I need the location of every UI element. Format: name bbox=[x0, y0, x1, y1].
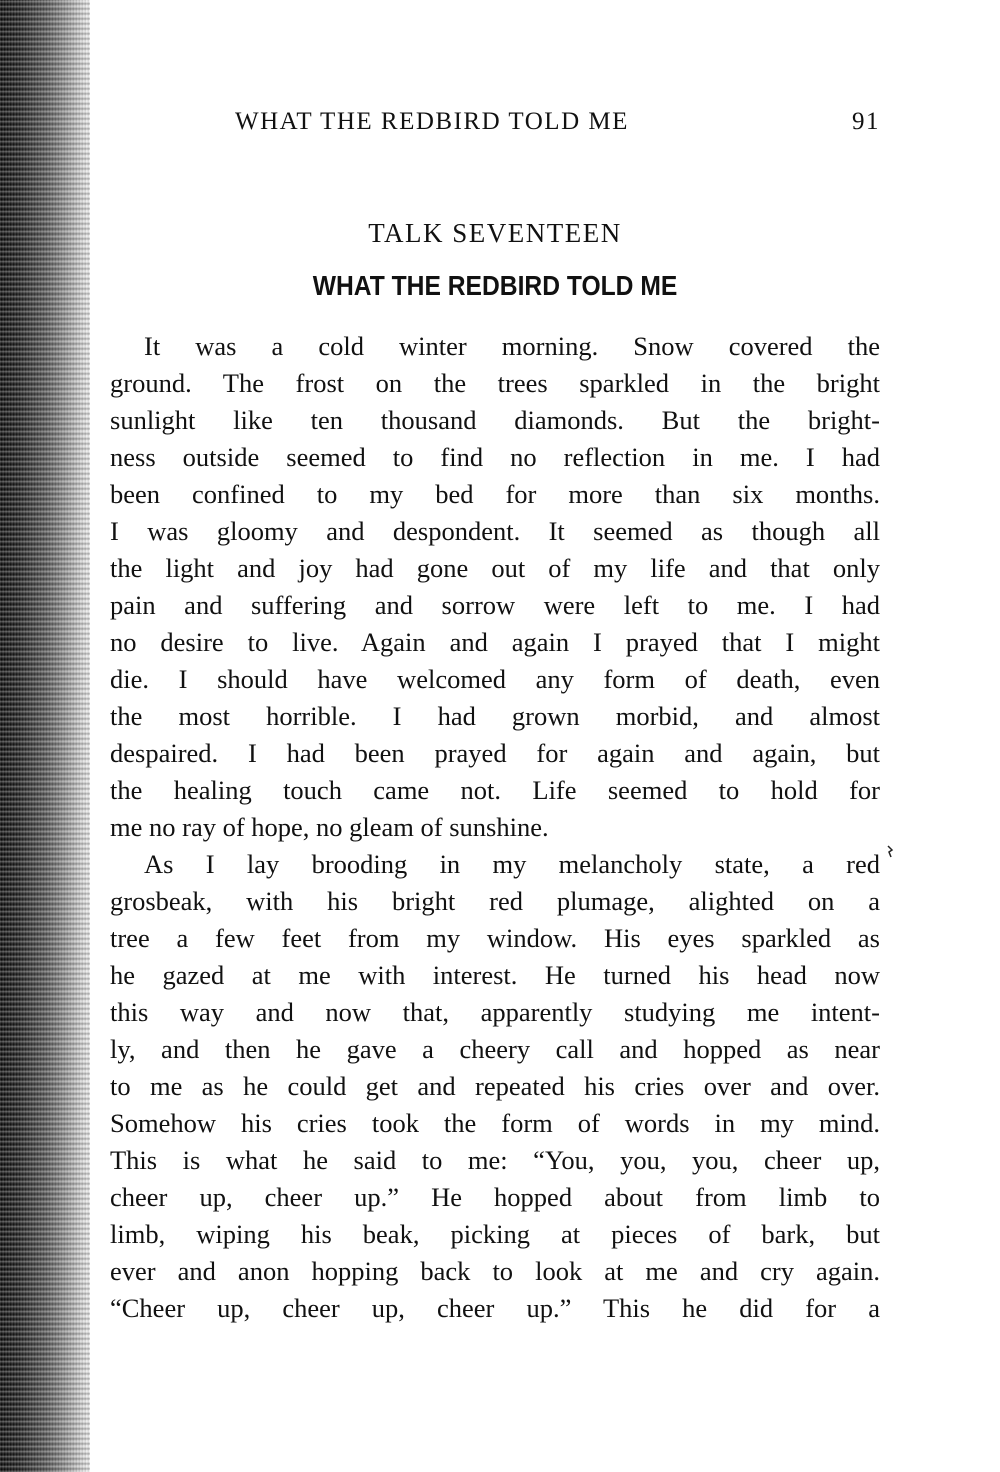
text-line: ever and anon hopping back to look at me and cry again. bbox=[110, 1256, 880, 1286]
text-line: me no ray of hope, no gleam of sunshine. bbox=[110, 812, 549, 842]
text-line: limb, wiping his beak, picking at pieces of bark, but bbox=[110, 1219, 880, 1249]
running-head bbox=[235, 108, 880, 148]
page-binding-shadow bbox=[0, 0, 90, 1472]
text-line: despaired. I had been prayed for again and again, but bbox=[110, 738, 880, 768]
text-line: been confined to my bed for more than six months. bbox=[110, 479, 880, 509]
text-line: the healing touch came not. Life seemed to hold for bbox=[110, 775, 880, 805]
text-line: grosbeak, with his bright red plumage, alighted on a bbox=[110, 886, 880, 916]
text-line: the most horrible. I had grown morbid, and almost bbox=[110, 701, 880, 731]
text-line: die. I should have welcomed any form of death, even bbox=[110, 664, 880, 694]
talk-label: TALK SEVENTEEN bbox=[368, 218, 622, 248]
text-line: ness outside seemed to find no reflection in me. I had bbox=[110, 442, 880, 472]
running-title: WHAT THE REDBIRD TOLD ME bbox=[235, 108, 629, 135]
text-line: pain and suffering and sorrow were left to me. I had bbox=[110, 590, 880, 620]
text-line: ground. The frost on the trees sparkled in the bright bbox=[110, 368, 880, 398]
paragraph bbox=[110, 846, 880, 1327]
text-line: cheer up, cheer up.” He hopped about from limb to bbox=[110, 1182, 880, 1212]
text-line: ly, and then he gave a cheery call and hopped as near bbox=[110, 1034, 880, 1064]
text-line: this way and now that, apparently studying me intent- bbox=[110, 997, 880, 1027]
text-line: Somehow his cries took the form of words in my mind. bbox=[110, 1108, 880, 1138]
text-line: sunlight like ten thousand diamonds. But the bright- bbox=[110, 405, 880, 435]
text-line: no desire to live. Again and again I prayed that I might bbox=[110, 627, 880, 657]
text-line: As I lay brooding in my melancholy state, a red bbox=[144, 849, 880, 879]
body-text bbox=[110, 328, 880, 1327]
text-line: It was a cold winter morning. Snow covered the bbox=[144, 331, 880, 361]
paragraph bbox=[110, 328, 880, 846]
text-line: “Cheer up, cheer up, cheer up.” This he did for a bbox=[110, 1293, 880, 1323]
text-line: tree a few feet from my window. His eyes sparkled as bbox=[110, 923, 880, 953]
chapter-title: WHAT THE REDBIRD TOLD ME bbox=[312, 270, 678, 301]
text-line: to me as he could get and repeated his cries over and over. bbox=[110, 1071, 880, 1101]
print-speck-mark bbox=[886, 845, 894, 859]
text-line: I was gloomy and despondent. It seemed as though all bbox=[110, 516, 880, 546]
text-line: the light and joy had gone out of my life and that only bbox=[110, 553, 880, 583]
text-line: This is what he said to me: “You, you, you, cheer up, bbox=[110, 1145, 880, 1175]
page-number: 91 bbox=[852, 108, 880, 135]
text-line: he gazed at me with interest. He turned his head now bbox=[110, 960, 880, 990]
